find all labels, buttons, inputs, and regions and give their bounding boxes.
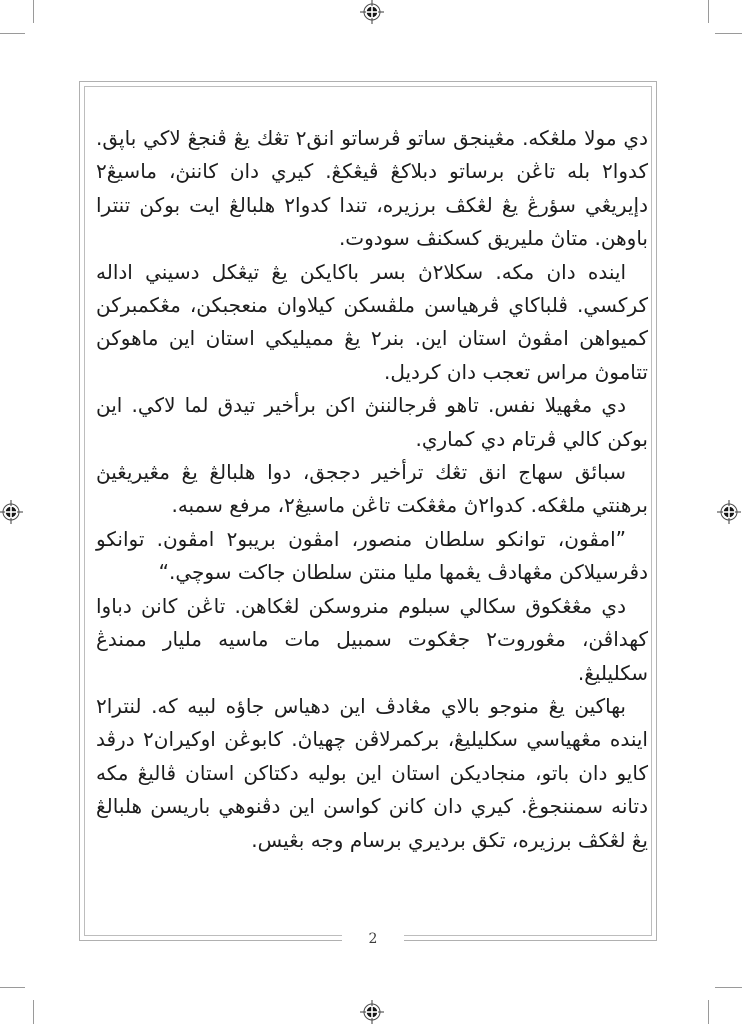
crop-mark (708, 0, 709, 23)
paragraph: دي مڠڠكوق سكالي سبلوم منروسكن لڠكاهن. تاڠن كانن دباوا كهداڤن، مڠوروت٢ جڠكوت سمبيل مات ماسيه مليار ممندڠ سكليليڠ. (96, 593, 649, 685)
registration-mark-icon (716, 499, 742, 525)
paragraph: بهاكين يڠ منوجو بالاي مڠادڤ اين دهياس جاؤه لبيه كه. لنترا٢ اينده مڠهياسي سكليليڠ، بركمرلاڤن چهياڽ. كابوڠن اوكيران٢ درڤد كايو دان باتو، منجاديكن استان اين بوليه دكتاكن استان ڤاليڠ مكه دتانه سمننجوڠ. كيري دان كانن كواسن اين دڤنوهي باريسن هلبالڠ يڠ لڠكڤ برزيره، تكق برديري برسام وجه بڠيس. (96, 693, 648, 852)
paragraph: اينده دان مكه. سكلا٢ڽ بسر باكايكن يڠ تيڠكل دسيني اداله كركسي. ڤلباكاي ڤرهياسن ملڤسكن كيلاوان منعجبكن، مڠكمبركن كميواهن امڤوڽ استان اين. بنر٢ يڠ مميليكي استان اين ماهوكن تتاموڽ مراس تعجب دان كرديل. (96, 259, 648, 384)
registration-mark-icon (359, 0, 385, 25)
page-number-value: 2 (368, 931, 378, 947)
crop-mark (708, 1000, 709, 1024)
crop-mark (0, 987, 25, 988)
page-number (342, 928, 404, 950)
crop-mark (0, 33, 25, 34)
registration-mark-icon (0, 499, 24, 525)
crop-mark (33, 1000, 34, 1024)
text-block (96, 122, 648, 857)
crop-mark (715, 33, 742, 34)
registration-mark-icon (359, 999, 385, 1024)
crop-mark (715, 987, 742, 988)
paragraph: دي مولا ملڠكه. مڠينجق ساتو ڤرساتو انق٢ تڠك يڠ ڤنجڠ لاكي باڽق. كدوا٢ بله تاڠن برساتو دبلاكڠ ڤيڠكڠ. كيري دان كاننڽ، ماسيڠ٢ دإيريڠي سؤرڠ يڠ لڠكڤ برزيره، تندا كدوا٢ هلبالڠ ايت بوكن تنترا باوهن. متاڽ مليريق كسكنڤ سودوت. (96, 126, 648, 251)
paragraph: دي مڠهيلا نفس. تاهو ڤرجالننڽ اكن برأخير تيدق لما لاكي. اين بوكن كالي ڤرتام دي كماري. (96, 393, 648, 451)
paragraph: ”امڤون، توانكو سلطان منصور، امڤون بريبو٢ امڤون. توانكو دڤرسيلاكن مڠهادڤ يڠمها مليا منتن سلطان جاكت سوچي.“ (96, 526, 648, 585)
paragraph: سبائق سهاج انق تڠك ترأخير دججق، دوا هلبالڠ يڠ مڠيريڠيڽ برهنتي ملڠكه. كدوا٢ڽ مڠڠكت تاڠن ماسيڠ٢، مرفع سمبه. (96, 460, 648, 518)
crop-mark (33, 0, 34, 23)
